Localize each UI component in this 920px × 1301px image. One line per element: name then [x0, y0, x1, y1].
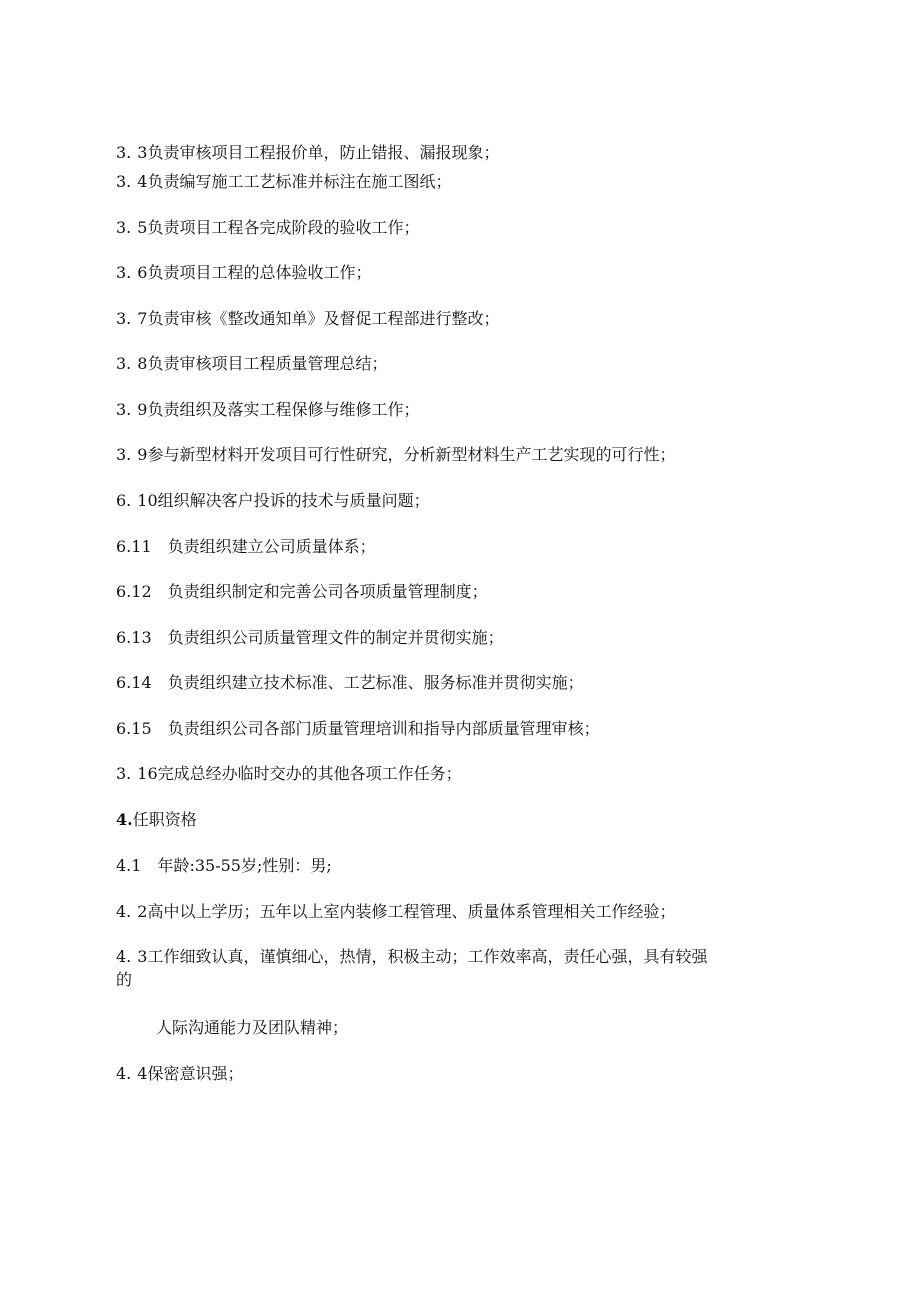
item-number: 3. — [116, 143, 132, 162]
list-item-3-16 — [116, 764, 462, 784]
list-item-3-6 — [116, 263, 371, 283]
list-item-6-15 — [116, 719, 600, 739]
item-text: 负责组织公司质量管理文件的制定并贯彻实施； — [167, 628, 504, 647]
list-item-3-9b — [116, 445, 675, 465]
list-item-4-3 — [116, 947, 707, 967]
section-number: 4. — [116, 810, 133, 829]
item-text: 4负责编写施工工艺标准并标注在施工图纸； — [137, 172, 452, 191]
item-text: 2高中以上学历；五年以上室内装修工程管理、质量体系管理相关工作经验； — [137, 902, 676, 921]
item-text: 9参与新型材料开发项目可行性研究，分析新型材料生产工艺实现的可行性； — [137, 445, 676, 464]
item-text: 负责组织制定和完善公司各项质量管理制度； — [167, 582, 488, 601]
item-text: 负责组织建立技术标准、工艺标准、服务标准并贯彻实施； — [167, 673, 584, 692]
item-number: 4. — [116, 947, 132, 966]
item-number: 6.13 — [116, 628, 152, 647]
item-number: 6.15 — [116, 719, 152, 738]
item-number: 3. — [116, 354, 132, 373]
item-number: 3. — [116, 263, 132, 282]
list-item-3-3 — [116, 143, 499, 163]
list-item-4-4 — [116, 1064, 243, 1084]
item-text: 负责组织公司各部门质量管理培训和指导内部质量管理审核； — [167, 719, 600, 738]
list-item-4-3-wrap — [116, 970, 132, 990]
list-item-6-14 — [116, 673, 584, 693]
item-text: 5负责项目工程各完成阶段的验收工作； — [137, 218, 420, 237]
section-heading-qualifications — [116, 810, 197, 830]
list-item-3-5 — [116, 218, 419, 238]
section-title: 任职资格 — [132, 810, 197, 829]
list-item-3-8 — [116, 354, 387, 374]
list-item-4-1 — [116, 856, 332, 876]
item-number: 6.12 — [116, 582, 152, 601]
item-number: 3. — [116, 218, 132, 237]
item-number: 3. — [116, 445, 132, 464]
list-item-6-11 — [116, 537, 376, 557]
list-item-6-13 — [116, 628, 504, 648]
item-text: 8负责审核项目工程质量管理总结； — [137, 354, 388, 373]
item-number: 6.11 — [116, 537, 152, 556]
list-item-4-2 — [116, 902, 675, 922]
list-item-3-9a — [116, 400, 419, 420]
item-number: 3. — [116, 172, 132, 191]
list-item-3-4 — [116, 172, 451, 192]
item-text: 10组织解决客户投诉的技术与质量问题； — [137, 491, 430, 510]
item-text: 16完成总经办临时交办的其他各项工作任务； — [137, 764, 462, 783]
list-item-3-7 — [116, 309, 499, 329]
item-text: 负责组织建立公司质量体系； — [167, 537, 376, 556]
item-text: 年龄:35-55岁;性别：男; — [157, 856, 332, 875]
item-number: 6.14 — [116, 673, 152, 692]
item-text: 3负责审核项目工程报价单，防止错报、漏报现象； — [137, 143, 500, 162]
item-text: 7负责审核《整改通知单》及督促工程部进行整改； — [137, 309, 500, 328]
item-text-continuation: 人际沟通能力及团队精神； — [156, 1018, 349, 1037]
item-number: 4. — [116, 902, 132, 921]
item-text-wrap: 的 — [116, 970, 133, 989]
item-number: 4. — [116, 1064, 132, 1083]
item-text: 3工作细致认真，谨慎细心，热情，积极主动；工作效率高，责任心强，具有较强 — [137, 947, 708, 966]
item-number: 3. — [116, 400, 132, 419]
item-number: 6. — [116, 491, 132, 510]
list-item-6-12 — [116, 582, 488, 602]
item-number: 3. — [116, 309, 132, 328]
item-number: 4.1 — [116, 856, 142, 875]
item-text: 9负责组织及落实工程保修与维修工作； — [137, 400, 420, 419]
list-item-4-3-continuation — [156, 1018, 348, 1038]
item-text: 4保密意识强； — [137, 1064, 244, 1083]
list-item-6-10 — [116, 491, 430, 511]
item-text: 6负责项目工程的总体验收工作； — [137, 263, 372, 282]
item-number: 3. — [116, 764, 132, 783]
